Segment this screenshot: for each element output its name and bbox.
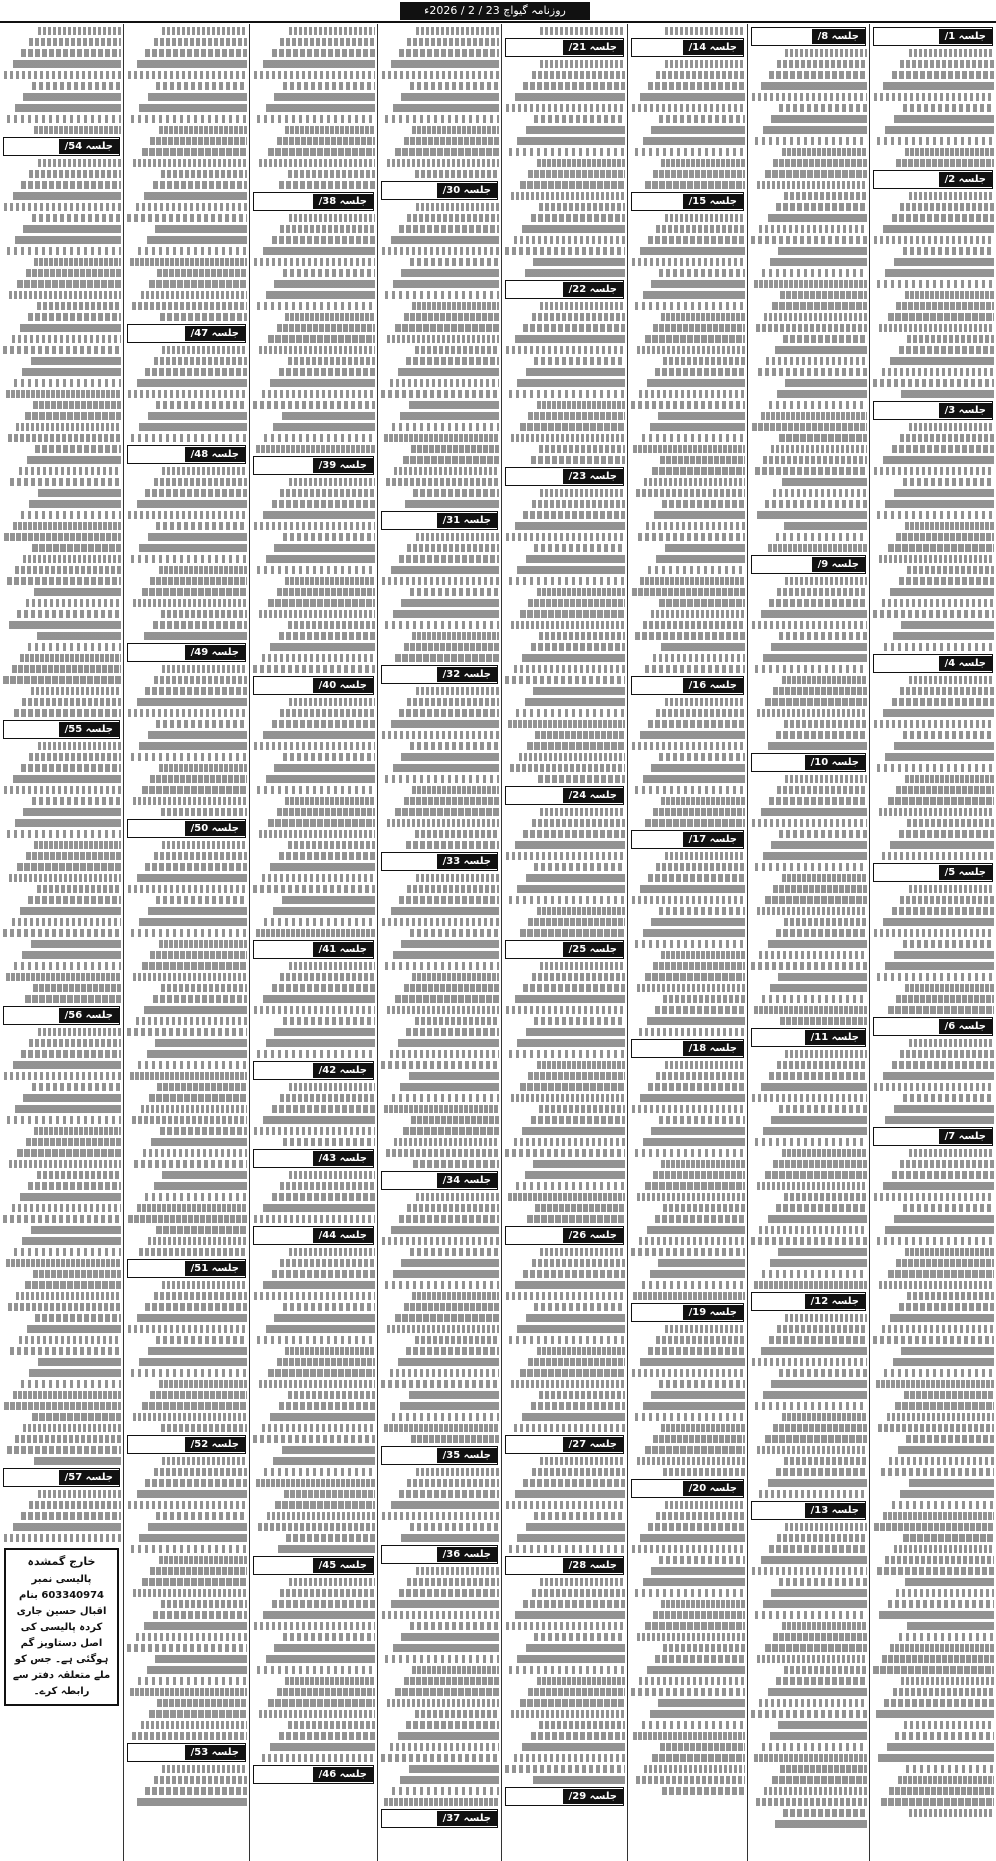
section-heading-fill (254, 457, 313, 474)
article-text (750, 1050, 867, 1289)
section-heading (505, 1226, 624, 1245)
section-heading-fill (752, 556, 812, 573)
section-heading (873, 1017, 993, 1036)
section-heading-label: جلسہ 26/ (563, 1228, 623, 1243)
section-heading-label: جلسہ 5/ (939, 865, 992, 880)
section-heading-fill (382, 1172, 437, 1189)
section-heading-fill (128, 1744, 185, 1761)
column-c4 (502, 24, 627, 1861)
section-heading-fill (128, 644, 185, 661)
section-heading-label: جلسہ 42/ (313, 1063, 373, 1078)
section-heading (381, 852, 498, 871)
section-heading (253, 192, 374, 211)
section-heading-fill (382, 512, 437, 529)
section-heading (127, 1435, 246, 1454)
section-heading-label: جلسہ 17/ (683, 832, 743, 847)
column-c7 (124, 24, 249, 1861)
article-text (252, 27, 375, 189)
section-heading (631, 192, 744, 211)
section-heading (873, 170, 993, 189)
section-heading-label: جلسہ 6/ (939, 1019, 992, 1034)
section-heading-fill (128, 446, 185, 463)
section-heading-label: جلسہ 43/ (313, 1151, 373, 1166)
article-text (750, 49, 867, 552)
section-heading-label: جلسہ 54/ (59, 139, 119, 154)
section-heading-fill (874, 1018, 939, 1035)
section-heading-label: جلسہ 48/ (185, 447, 245, 462)
section-heading-label: جلسہ 56/ (59, 1008, 119, 1023)
section-heading (127, 445, 246, 464)
section-heading-fill (506, 1557, 563, 1574)
section-heading (127, 1743, 246, 1762)
section-heading (505, 280, 624, 299)
section-heading-fill (382, 182, 437, 199)
section-heading-fill (254, 1150, 313, 1167)
section-heading-label: جلسہ 3/ (939, 403, 992, 418)
section-heading (631, 1039, 744, 1058)
article-text (630, 1325, 745, 1476)
section-heading-label: جلسہ 13/ (805, 1503, 865, 1518)
article-text (630, 214, 745, 673)
section-heading-label: جلسہ 4/ (939, 656, 992, 671)
section-heading-fill (632, 677, 683, 694)
section-heading-fill (752, 1502, 805, 1519)
article-text (872, 192, 994, 398)
article-text (2, 159, 121, 717)
column-c3 (628, 24, 747, 1861)
section-heading (253, 456, 374, 475)
section-heading (505, 1787, 624, 1806)
section-heading-label: جلسہ 52/ (185, 1437, 245, 1452)
article-text (504, 60, 625, 277)
section-heading (751, 753, 866, 772)
article-text (252, 1083, 375, 1146)
section-heading-fill (128, 820, 185, 837)
section-heading-label: جلسہ 55/ (59, 722, 119, 737)
section-heading-fill (254, 1227, 313, 1244)
section-heading (751, 555, 866, 574)
section-heading (253, 1149, 374, 1168)
section-heading-label: جلسہ 18/ (683, 1041, 743, 1056)
section-heading-label: جلسہ 36/ (437, 1547, 497, 1562)
section-heading-fill (632, 193, 683, 210)
section-heading-fill (874, 402, 939, 419)
article-text (252, 698, 375, 937)
article-text (504, 808, 625, 937)
article-text (504, 1457, 625, 1553)
section-heading-label: جلسہ 25/ (563, 942, 623, 957)
section-heading (381, 511, 498, 530)
column-separator (123, 24, 124, 1861)
article-text (750, 1523, 867, 1828)
column-separator (377, 24, 378, 1861)
section-heading-fill (874, 864, 939, 881)
column-separator (501, 24, 502, 1861)
section-heading-fill (4, 1007, 59, 1024)
section-heading-fill (4, 138, 59, 155)
section-heading-fill (506, 1227, 563, 1244)
article-text (252, 1578, 375, 1762)
section-heading (127, 1259, 246, 1278)
section-heading-label: جلسہ 23/ (563, 469, 623, 484)
section-heading (631, 830, 744, 849)
section-heading-fill (506, 281, 563, 298)
section-heading-fill (506, 941, 563, 958)
section-heading-fill (874, 1128, 939, 1145)
section-heading-label: جلسہ 41/ (313, 942, 373, 957)
masthead-rule (0, 21, 996, 23)
section-heading-label: جلسہ 57/ (59, 1470, 119, 1485)
section-heading (751, 1501, 866, 1520)
section-heading-label: جلسہ 7/ (939, 1129, 992, 1144)
section-heading-label: جلسہ 46/ (313, 1767, 373, 1782)
article-text (872, 423, 994, 651)
section-heading-label: جلسہ 29/ (563, 1789, 623, 1804)
section-heading-fill (382, 1447, 437, 1464)
section-heading (253, 1226, 374, 1245)
section-heading (751, 1292, 866, 1311)
section-heading-fill (254, 1766, 313, 1783)
column-c8 (0, 24, 123, 1861)
column-separator (747, 24, 748, 1861)
section-heading-label: جلسہ 28/ (563, 1558, 623, 1573)
section-heading-fill (254, 1557, 313, 1574)
section-heading-fill (632, 831, 683, 848)
section-heading-label: جلسہ 37/ (437, 1811, 497, 1826)
article-text (126, 1765, 247, 1806)
section-heading-fill (128, 1436, 185, 1453)
section-heading (631, 676, 744, 695)
article-text (630, 698, 745, 827)
section-heading-fill (254, 193, 313, 210)
section-heading-label: جلسہ 9/ (812, 557, 865, 572)
article-text (252, 962, 375, 1058)
section-heading-fill (382, 853, 437, 870)
section-heading-label: جلسہ 49/ (185, 645, 245, 660)
section-heading-fill (752, 1029, 805, 1046)
section-heading-fill (254, 1062, 313, 1079)
article-text (380, 203, 499, 508)
section-heading-label: جلسہ 8/ (812, 29, 865, 44)
notice-body: پالیسی نمبر 603340974 بنام اقبال حسین جاری کردہ پالیسی کی اصل دستاویز گم ہوگئی ہے۔ جس کو ملے متعلقہ دفتر سے رابطہ کرے۔ (12, 1574, 111, 1697)
section-heading (381, 1545, 498, 1564)
article-text (630, 27, 745, 35)
section-heading (505, 940, 624, 959)
section-heading (631, 38, 744, 57)
section-heading-label: جلسہ 50/ (185, 821, 245, 836)
section-heading-fill (382, 1546, 437, 1563)
section-heading (381, 665, 498, 684)
article-text (126, 346, 247, 442)
section-heading-label: جلسہ 44/ (313, 1228, 373, 1243)
section-heading-label: جلسہ 27/ (563, 1437, 623, 1452)
section-heading-label: جلسہ 19/ (683, 1305, 743, 1320)
section-heading (505, 467, 624, 486)
section-heading (381, 181, 498, 200)
section-heading-label: جلسہ 40/ (313, 678, 373, 693)
column-c1 (870, 24, 996, 1861)
section-heading (3, 720, 120, 739)
section-heading-label: جلسہ 31/ (437, 513, 497, 528)
article-text (252, 478, 375, 673)
article-text (504, 27, 625, 35)
article-text (380, 533, 499, 662)
article-text (750, 577, 867, 750)
section-heading-fill (506, 1788, 563, 1805)
article-text (504, 1578, 625, 1784)
article-text (380, 687, 499, 849)
article-text (872, 1039, 994, 1124)
section-heading-fill (752, 1293, 805, 1310)
article-text (750, 775, 867, 1025)
section-heading-fill (632, 1304, 683, 1321)
section-heading (631, 1479, 744, 1498)
section-heading-label: جلسہ 33/ (437, 854, 497, 869)
article-text (504, 962, 625, 1223)
section-heading-fill (382, 1810, 437, 1827)
section-heading-label: جلسہ 51/ (185, 1261, 245, 1276)
section-heading (3, 137, 120, 156)
section-heading-label: جلسہ 2/ (939, 172, 992, 187)
article-text (630, 852, 745, 1036)
section-heading-label: جلسہ 53/ (185, 1745, 245, 1760)
column-separator (869, 24, 870, 1861)
lost-document-notice (4, 1548, 119, 1706)
section-heading-fill (752, 28, 812, 45)
section-heading (505, 786, 624, 805)
section-heading-label: جلسہ 22/ (563, 282, 623, 297)
section-heading-label: جلسہ 34/ (437, 1173, 497, 1188)
article-text (380, 27, 499, 178)
section-heading-label: جلسہ 15/ (683, 194, 743, 209)
article-text (126, 1281, 247, 1432)
article-text (504, 489, 625, 783)
section-heading-fill (382, 666, 437, 683)
section-heading (873, 27, 993, 46)
column-separator (627, 24, 628, 1861)
section-heading (253, 940, 374, 959)
masthead (0, 0, 996, 22)
section-heading-label: جلسہ 21/ (563, 40, 623, 55)
section-heading (127, 324, 246, 343)
article-text (126, 27, 247, 321)
section-heading-fill (4, 721, 59, 738)
section-heading-label: جلسہ 10/ (805, 755, 865, 770)
section-heading (253, 1061, 374, 1080)
article-text (126, 1457, 247, 1740)
section-heading-fill (506, 1436, 563, 1453)
section-heading (253, 1556, 374, 1575)
section-heading-label: جلسہ 16/ (683, 678, 743, 693)
article-text (2, 742, 121, 1003)
section-heading (381, 1171, 498, 1190)
section-heading (381, 1809, 498, 1828)
section-heading-label: جلسہ 30/ (437, 183, 497, 198)
section-heading-fill (752, 754, 805, 771)
article-text (252, 1248, 375, 1553)
section-heading (505, 38, 624, 57)
section-heading-label: جلسہ 24/ (563, 788, 623, 803)
article-text (750, 1314, 867, 1498)
article-text (380, 1567, 499, 1806)
section-heading-fill (506, 39, 563, 56)
section-heading-fill (128, 1260, 185, 1277)
section-heading (127, 643, 246, 662)
section-heading-fill (874, 655, 939, 672)
section-heading-fill (128, 325, 185, 342)
article-text (872, 885, 994, 1014)
section-heading (505, 1435, 624, 1454)
section-heading (873, 863, 993, 882)
section-heading-label: جلسہ 11/ (805, 1030, 865, 1045)
section-heading (381, 1446, 498, 1465)
section-heading-label: جلسہ 45/ (313, 1558, 373, 1573)
section-heading (751, 1028, 866, 1047)
section-heading-fill (506, 787, 563, 804)
section-heading-label: جلسہ 38/ (313, 194, 373, 209)
article-text (630, 1061, 745, 1300)
article-text (630, 1501, 745, 1795)
section-heading-fill (506, 468, 563, 485)
section-heading-label: جلسہ 1/ (939, 29, 992, 44)
article-text (2, 27, 121, 134)
section-heading (873, 1127, 993, 1146)
article-text (504, 302, 625, 464)
section-heading (873, 654, 993, 673)
section-heading (751, 27, 866, 46)
column-c5 (378, 24, 501, 1861)
section-heading-fill (254, 941, 313, 958)
section-heading-label: جلسہ 35/ (437, 1448, 497, 1463)
section-heading-fill (254, 677, 313, 694)
notice-title: خارج گمشدہ (27, 1555, 96, 1568)
section-heading (3, 1468, 120, 1487)
article-text (504, 1248, 625, 1432)
column-separator (249, 24, 250, 1861)
article-text (630, 60, 745, 189)
section-heading-label: جلسہ 39/ (313, 458, 373, 473)
column-c2 (748, 24, 869, 1861)
section-heading-fill (4, 1469, 59, 1486)
section-heading-label: جلسہ 32/ (437, 667, 497, 682)
section-heading-label: جلسہ 12/ (805, 1294, 865, 1309)
dateline-band: روزنامہ گیواچ 23 / 2 / 2026ء (400, 2, 590, 20)
article-text (2, 1490, 121, 1542)
article-text (126, 841, 247, 1256)
section-heading-label: جلسہ 47/ (185, 326, 245, 341)
section-heading-fill (632, 39, 683, 56)
article-text (380, 874, 499, 1168)
section-heading (127, 819, 246, 838)
section-heading (505, 1556, 624, 1575)
article-text (872, 676, 994, 860)
article-text (252, 214, 375, 453)
section-heading (631, 1303, 744, 1322)
article-text (252, 1171, 375, 1223)
section-heading-fill (874, 28, 939, 45)
section-heading (253, 1765, 374, 1784)
column-c6 (250, 24, 377, 1861)
section-heading (873, 401, 993, 420)
article-text (872, 1149, 994, 1817)
article-text (126, 665, 247, 816)
section-heading-label: جلسہ 20/ (683, 1481, 743, 1496)
article-text (872, 49, 994, 167)
section-heading-label: جلسہ 14/ (683, 40, 743, 55)
article-text (380, 1468, 499, 1542)
article-text (2, 1028, 121, 1465)
section-heading (253, 676, 374, 695)
section-heading-fill (632, 1040, 683, 1057)
section-heading-fill (874, 171, 939, 188)
section-heading (3, 1006, 120, 1025)
article-text (380, 1193, 499, 1443)
article-text (126, 467, 247, 640)
section-heading-fill (632, 1480, 683, 1497)
